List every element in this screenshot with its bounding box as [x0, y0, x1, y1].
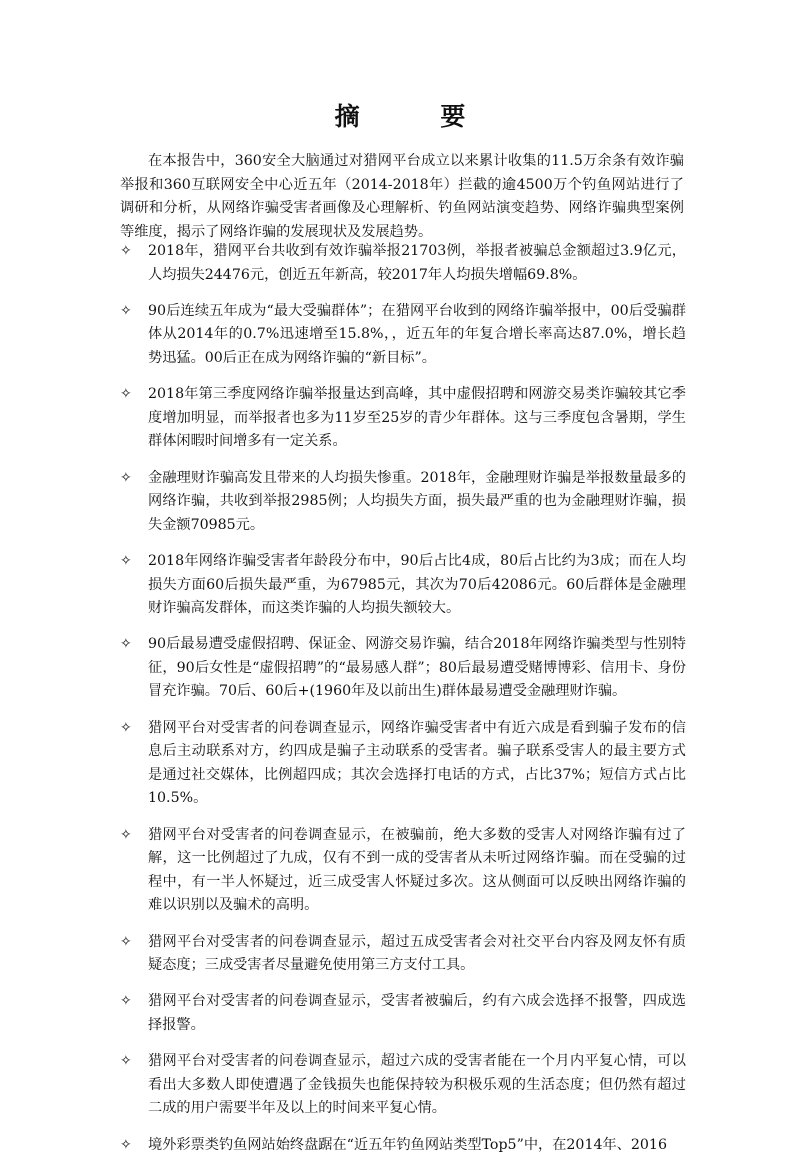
list-item	[120, 931, 686, 978]
list-item-text: 境外彩票类钓鱼网站始终盘踞在“近五年钓鱼网站类型Top5”中，在2014年、2016	[148, 1136, 667, 1153]
list-item	[120, 467, 686, 538]
diamond-bullet-icon: ✧	[120, 719, 132, 736]
list-item	[120, 717, 686, 811]
list-item-text: 金融理财诈骗高发且带来的人均损失惨重。2018年，金融理财诈骗是举报数量最多的网络诈骗，共收到举报2985例；人均损失方面，损失最严重的也为金融理财诈骗，损失金额70985元。	[148, 469, 686, 533]
diamond-bullet-icon: ✧	[120, 552, 132, 569]
diamond-bullet-icon: ✧	[120, 993, 132, 1010]
diamond-bullet-icon: ✧	[120, 636, 132, 653]
list-item	[120, 1050, 686, 1121]
list-item-text: 2018年第三季度网络诈骗举报量达到高峰，其中虚假招聘和网游交易类诈骗较其它季度增加明显，而举报者也多为11岁至25岁的青少年群体。这与三季度包含暑期，学生群体闲暇时间增多有一定关系。	[148, 386, 686, 450]
list-item	[120, 240, 686, 287]
list-item-text: 90后最易遭受虚假招聘、保证金、网游交易诈骗，结合2018年网络诈骗类型与性别特征，90后女性是“虚假招聘”的“最易感人群”；80后最易遭受赌博博彩、信用卡、身份冒充诈骗。70后、60后+(1960年及以前出生)群体最易遭受金融理财诈骗。	[148, 636, 686, 700]
list-item-text: 2018年网络诈骗受害者年龄段分布中，90后占比4成，80后占比约为3成；而在人均损失方面60后损失最严重，为67985元，其次为70后42086元。60后群体是金融理财诈骗高发群体，而这类诈骗的人均损失额较大。	[148, 552, 686, 617]
list-item	[120, 633, 686, 704]
diamond-bullet-icon: ✧	[120, 933, 132, 950]
diamond-bullet-icon: ✧	[120, 243, 132, 259]
list-item-text: 90后连续五年成为“最大受骗群体”；在猎网平台收到的网络诈骗举报中，00后受骗群体从2014年的0.7%迅速增至15.8%，，近五年的年复合增长率高达87.0%，增长趋势迅猛。00后正在成为网络诈骗的“新目标”。	[148, 302, 686, 366]
list-item-text: 猎网平台对受害者的问卷调查显示，超过六成的受害者能在一个月内平复心情，可以看出大多数人即使遭遇了金钱损失也能保持较为积极乐观的生活态度；但仍然有超过二成的用户需要半年及以上的时间来平复心情。	[148, 1053, 686, 1117]
list-item	[120, 824, 686, 918]
list-item-text: 猎网平台对受害者的问卷调查显示，在被骗前，绝大多数的受害人对网络诈骗有过了解，这一比例超过了九成，仅有不到一成的受害者从未听过网络诈骗。而在受骗的过程中，有一半人怀疑过，近三成受害人怀疑过多次。这从侧面可以反映出网络诈骗的难以识别以及骗术的高明。	[148, 826, 686, 914]
diamond-bullet-icon: ✧	[120, 1136, 132, 1153]
diamond-bullet-icon: ✧	[120, 386, 132, 403]
list-item	[120, 300, 686, 371]
list-item-text: 猎网平台对受害者的问卷调查显示，网络诈骗受害者中有近六成是看到骗子发布的信息后主动联系对方，约四成是骗子主动联系的受害者。骗子联系受害人的最主要方式是通过社交媒体，比例超四成；其次会选择打电话的方式，占比37%；短信方式占比10.5%。	[148, 719, 686, 807]
list-item-text: 2018年，猎网平台共收到有效诈骗举报21703例，举报者被骗总金额超过3.9亿元，人均损失24476元，创近五年新高，较2017年人均损失增幅69.8%。	[148, 243, 686, 283]
list-item	[120, 1134, 686, 1158]
page-title: 摘 要	[334, 102, 502, 131]
list-item-text: 猎网平台对受害者的问卷调查显示，受害者被骗后，约有六成会选择不报警，四成选择报警。	[148, 993, 686, 1033]
diamond-bullet-icon: ✧	[120, 302, 132, 319]
diamond-bullet-icon: ✧	[120, 469, 132, 486]
list-item	[120, 990, 686, 1037]
diamond-bullet-icon: ✧	[120, 1053, 132, 1070]
summary-bullet-list	[120, 240, 686, 1170]
list-item	[120, 383, 686, 454]
list-item	[120, 550, 686, 621]
list-item-text: 猎网平台对受害者的问卷调查显示，超过五成受害者会对社交平台内容及网友怀有质疑态度；三成受害者尽量避免使用第三方支付工具。	[148, 933, 686, 974]
diamond-bullet-icon: ✧	[120, 826, 132, 843]
intro-paragraph: 在本报告中，360安全大脑通过对猎网平台成立以来累计收集的11.5万余条有效诈骗举报和360互联网安全中心近五年（2014-2018年）拦截的逾4500万个钓鱼网站进行了调研和分析，从网络诈骗受害者画像及心理解析、钓鱼网站演变趋势、网络诈骗典型案例等维度，揭示了网络诈骗的发展现状及发展趋势。	[120, 153, 684, 240]
